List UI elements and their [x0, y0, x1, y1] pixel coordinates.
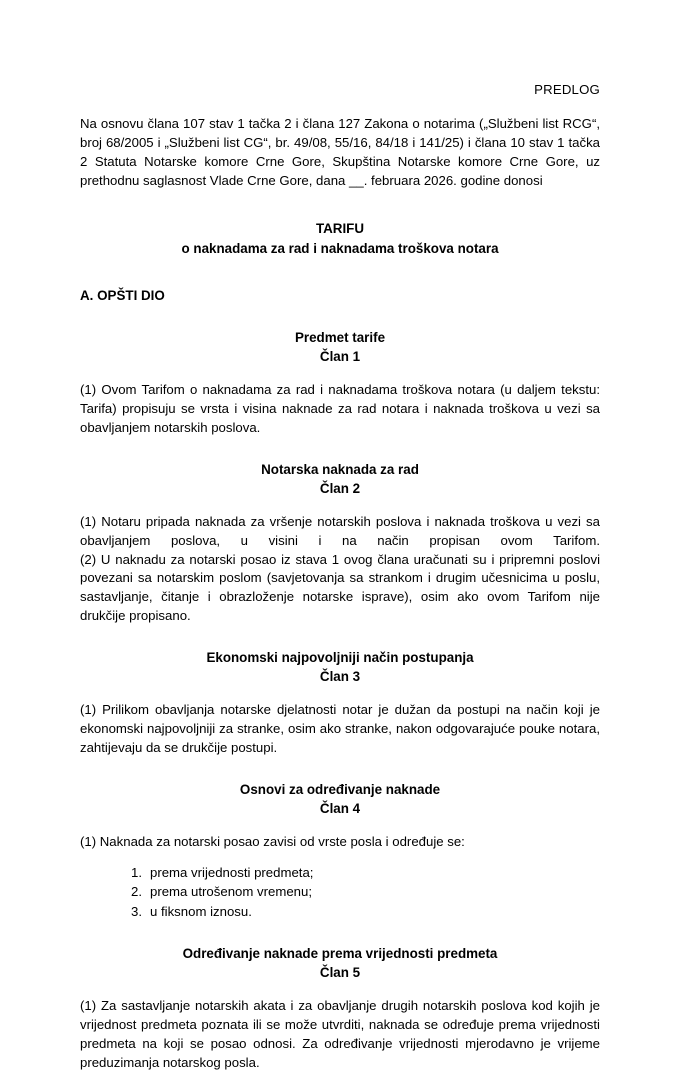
list-item-label: u fiksnom iznosu. — [150, 904, 252, 920]
article-3-paragraph-1: (1) Prilikom obavljanja notarske djelatnosti notar je dužan da postupi na način koji je ekonomski najpovoljniji za stranke, osim ako stranke, nakon odgovarajuće pouke notara, zahtijevaju da se drukčije postupi. — [80, 702, 600, 755]
spacer — [80, 366, 600, 381]
article-heading-5 — [80, 944, 600, 982]
list-item — [122, 882, 600, 902]
article-heading-4 — [80, 780, 600, 818]
article-1-paragraph-1: (1) Ovom Tarifom o naknadama za rad i naknadama troškova notara (u daljem tekstu: Tarifa) propisuju se vrsta i visina naknade za rad notara i naknada troškova u vezi sa obavljanjem notarskih poslova. — [80, 382, 600, 435]
spacer — [80, 306, 600, 328]
article-number: Član 5 — [319, 965, 361, 981]
document-header-label: PREDLOG — [534, 82, 600, 97]
spacer — [80, 258, 600, 287]
article-2-paragraph-1: (1) Notaru pripada naknada za vršenje notarskih poslova i naknada troškova u vezi sa obavljanjem poslova, u visini i na način propisan ovom Tarifom. — [80, 513, 600, 548]
article-heading-3 — [80, 648, 600, 686]
spacer — [80, 852, 600, 863]
spacer — [80, 498, 600, 513]
spacer — [80, 758, 600, 780]
article-heading-name: Određivanje naknade prema vrijednosti predmeta — [182, 946, 498, 962]
list-item-number: 2. — [131, 884, 142, 900]
article-heading-2 — [80, 460, 600, 498]
document-title-line-2: o naknadama za rad i naknadama troškova notara — [181, 240, 499, 256]
article-4-paragraph-1: (1) Naknada za notarski posao zavisi od vrste posla i određuje se: — [80, 833, 465, 849]
document-title — [80, 219, 600, 258]
spacer — [80, 982, 600, 997]
intro-paragraph: Na osnovu člana 107 stav 1 tačka 2 i člana 127 Zakona o notarima („Službeni list RCG“, broj 68/2005 i „Službeni list CG“, br. 49/08, 55/16, 84/18 i 141/25) i člana 10 stav 1 tačka 2 Statuta Notarske komore Crne Gore, Skupština Notarske komore Crne Gore, uz prethodnu saglasnost Vlade Crne Gore, dana __. februara 2026. godine donosi — [80, 115, 600, 188]
article-heading-name: Ekonomski najpovoljniji način postupanja — [206, 650, 474, 666]
article-heading-name: Predmet tarife — [294, 330, 386, 346]
article-number: Član 3 — [319, 669, 361, 685]
list-item-number: 1. — [131, 864, 142, 880]
list-item-label: prema utrošenom vremenu; — [150, 884, 312, 900]
list-item — [122, 863, 600, 883]
article-heading-1 — [80, 328, 600, 366]
article-number: Član 1 — [319, 349, 361, 365]
article-heading-name: Osnovi za određivanje naknade — [239, 781, 441, 797]
spacer — [80, 438, 600, 460]
list-item — [122, 902, 600, 922]
article-4-list — [80, 863, 600, 922]
article-5-paragraph-1: (1) Za sastavljanje notarskih akata i za obavljanje drugih notarskih poslova kod kojih je vrijednost predmeta poznata ili se može utvrditi, naknada se određuje prema vrijednosti predmeta na koji se posao odnosi. Za određivanje vrijednosti mjerodavno je vrijeme preduzimanja notarskog posla. — [80, 998, 600, 1070]
article-2-paragraph-2: (2) U naknadu za notarski posao iz stava 1 ovog člana uračunati su i pripremni poslovi povezani sa notarskim poslom (savjetovanja sa strankom i drugim učesnicima u poslu, sastavljanje, čitanje i obrazloženje notarske isprave), osim ako ovom Tarifom nije drukčije propisano. — [80, 551, 600, 624]
list-item-label: prema vrijednosti predmeta; — [150, 864, 314, 880]
article-number: Član 2 — [319, 480, 361, 496]
spacer — [80, 190, 600, 219]
list-item-number: 3. — [131, 904, 142, 920]
spacer — [80, 922, 600, 944]
spacer — [80, 818, 600, 833]
document-title-line-1: TARIFU — [315, 221, 365, 237]
article-number: Član 4 — [319, 800, 361, 816]
spacer — [80, 626, 600, 648]
spacer — [80, 686, 600, 701]
part-label-opsti-dio: A. OPŠTI DIO — [80, 288, 165, 304]
article-heading-name: Notarska naknada za rad — [261, 461, 419, 477]
